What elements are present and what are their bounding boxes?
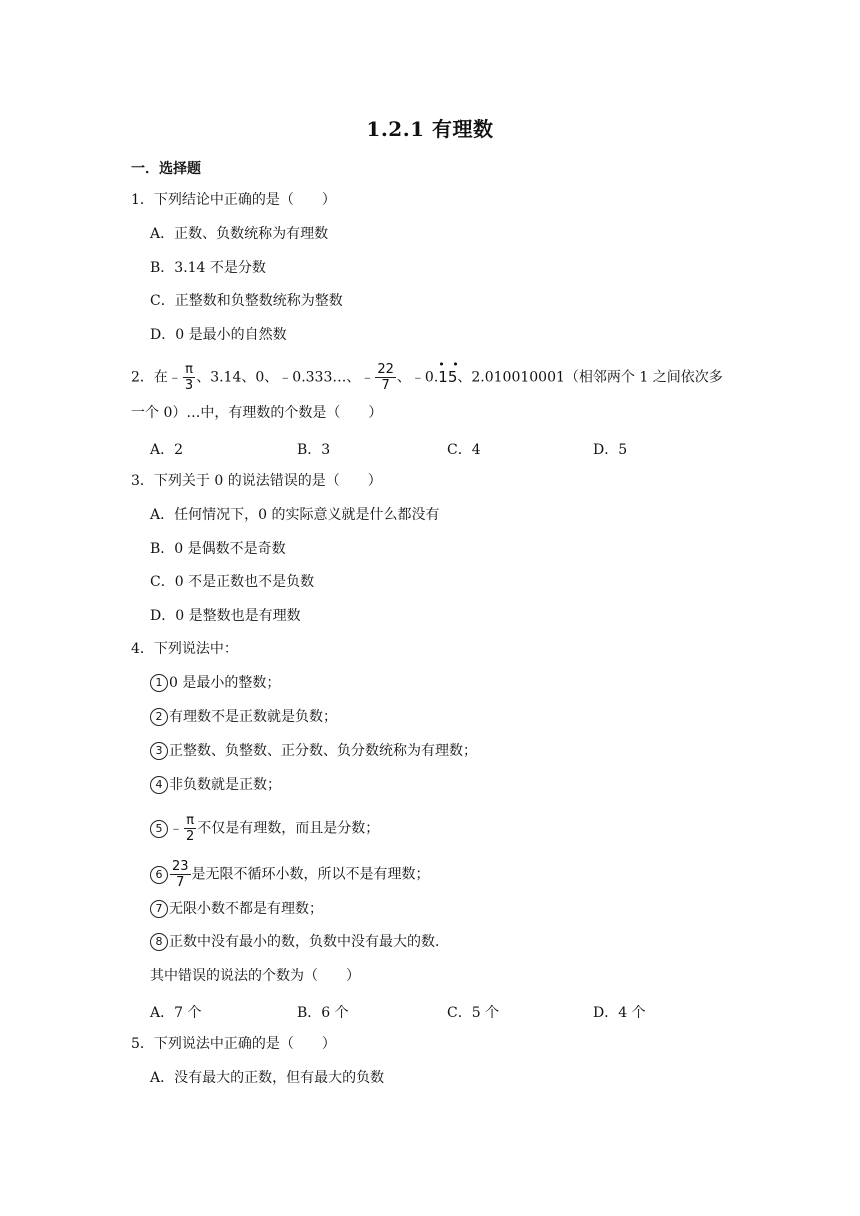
question-4-option-c[interactable]: C．5 个 bbox=[447, 1005, 500, 1021]
statement-8: 8 正数中没有最小的数，负数中没有最大的数． bbox=[150, 932, 449, 952]
question-3-option-b[interactable]: B．0 是偶数不是奇数 bbox=[150, 541, 286, 557]
question-3-stem: 3．下列关于 0 的说法错误的是（ ） bbox=[131, 473, 382, 489]
section-heading: 一．选择题 bbox=[131, 161, 201, 177]
question-4-option-d[interactable]: D．4 个 bbox=[593, 1005, 646, 1021]
circled-number: 7 bbox=[150, 900, 168, 918]
circled-number: 2 bbox=[150, 708, 168, 726]
question-4-option-b[interactable]: B．6 个 bbox=[297, 1005, 349, 1021]
question-1-option-d[interactable]: D．0 是最小的自然数 bbox=[150, 327, 287, 343]
question-2-prefix: 2．在﹣ bbox=[131, 369, 182, 386]
question-2-option-d[interactable]: D．5 bbox=[593, 442, 628, 458]
circled-number: 3 bbox=[150, 742, 168, 760]
question-2-option-b[interactable]: B．3 bbox=[297, 442, 331, 458]
repeating-digits: • • 15 bbox=[438, 367, 457, 387]
question-4-stem: 4．下列说法中： bbox=[131, 641, 238, 657]
circled-number: 1 bbox=[150, 674, 168, 692]
statement-6: 6 $\frac{23}{7}$ 是无限不循环小数，所以不是有理数； bbox=[150, 859, 430, 890]
question-1-option-c[interactable]: C．正整数和负整数统称为整数 bbox=[150, 293, 343, 309]
question-2-mid1: 、3.14、0、﹣0.333…、﹣ bbox=[196, 369, 375, 386]
statement-5: 5 ﹣ $\frac{\pi}{2}$ 不仅是有理数，而且是分数； bbox=[150, 813, 379, 844]
question-1-stem: 1．下列结论中正确的是（ ） bbox=[131, 192, 336, 208]
question-2-mid2: 、﹣0. bbox=[396, 369, 439, 386]
statement-1: 1 0 是最小的整数； bbox=[150, 673, 280, 693]
circled-number: 8 bbox=[150, 933, 168, 951]
question-3-option-a[interactable]: A．任何情况下，0 的实际意义就是什么都没有 bbox=[150, 507, 440, 523]
circled-number: 6 bbox=[150, 866, 168, 884]
question-2-stem-line2: 一个 0）…中，有理数的个数是（ ） bbox=[131, 405, 383, 421]
question-3-option-c[interactable]: C．0 不是正数也不是负数 bbox=[150, 574, 315, 590]
question-2-suffix: 、2.010010001（相邻两个 1 之间依次多 bbox=[457, 369, 723, 386]
statement-2: 2 有理数不是正数就是负数； bbox=[150, 707, 337, 727]
question-2-stem bbox=[131, 357, 723, 393]
repeating-dots: • • bbox=[438, 357, 461, 371]
fraction-pi-over-3: $\frac{\pi}{3}$ bbox=[184, 362, 194, 393]
question-1-option-b[interactable]: B．3.14 不是分数 bbox=[150, 260, 266, 276]
question-4-ask: 其中错误的说法的个数为（ ） bbox=[150, 968, 360, 984]
statement-4: 4 非负数就是正数； bbox=[150, 775, 281, 795]
circled-number: 4 bbox=[150, 776, 168, 794]
fraction-22-over-7: $\frac{22}{7}$ bbox=[377, 362, 394, 393]
fraction-23-over-7: $\frac{23}{7}$ bbox=[172, 859, 189, 890]
page-title: 1.2.1 有理数 bbox=[366, 117, 494, 141]
question-5-option-a[interactable]: A．没有最大的正数，但有最大的负数 bbox=[150, 1070, 385, 1086]
question-3-option-d[interactable]: D．0 是整数也是有理数 bbox=[150, 608, 301, 624]
question-1-option-a[interactable]: A．正数、负数统称为有理数 bbox=[150, 226, 329, 242]
question-5-stem: 5．下列说法中正确的是（ ） bbox=[131, 1036, 336, 1052]
question-4-option-a[interactable]: A．7 个 bbox=[150, 1005, 202, 1021]
question-2-option-a[interactable]: A．2 bbox=[150, 442, 184, 458]
fraction-pi-over-2: $\frac{\pi}{2}$ bbox=[186, 813, 195, 844]
question-2-option-c[interactable]: C．4 bbox=[447, 442, 481, 458]
statement-7: 7 无限小数不都是有理数； bbox=[150, 899, 323, 919]
circled-number: 5 bbox=[150, 820, 168, 838]
statement-3: 3 正整数、负整数、正分数、负分数统称为有理数； bbox=[150, 741, 477, 761]
